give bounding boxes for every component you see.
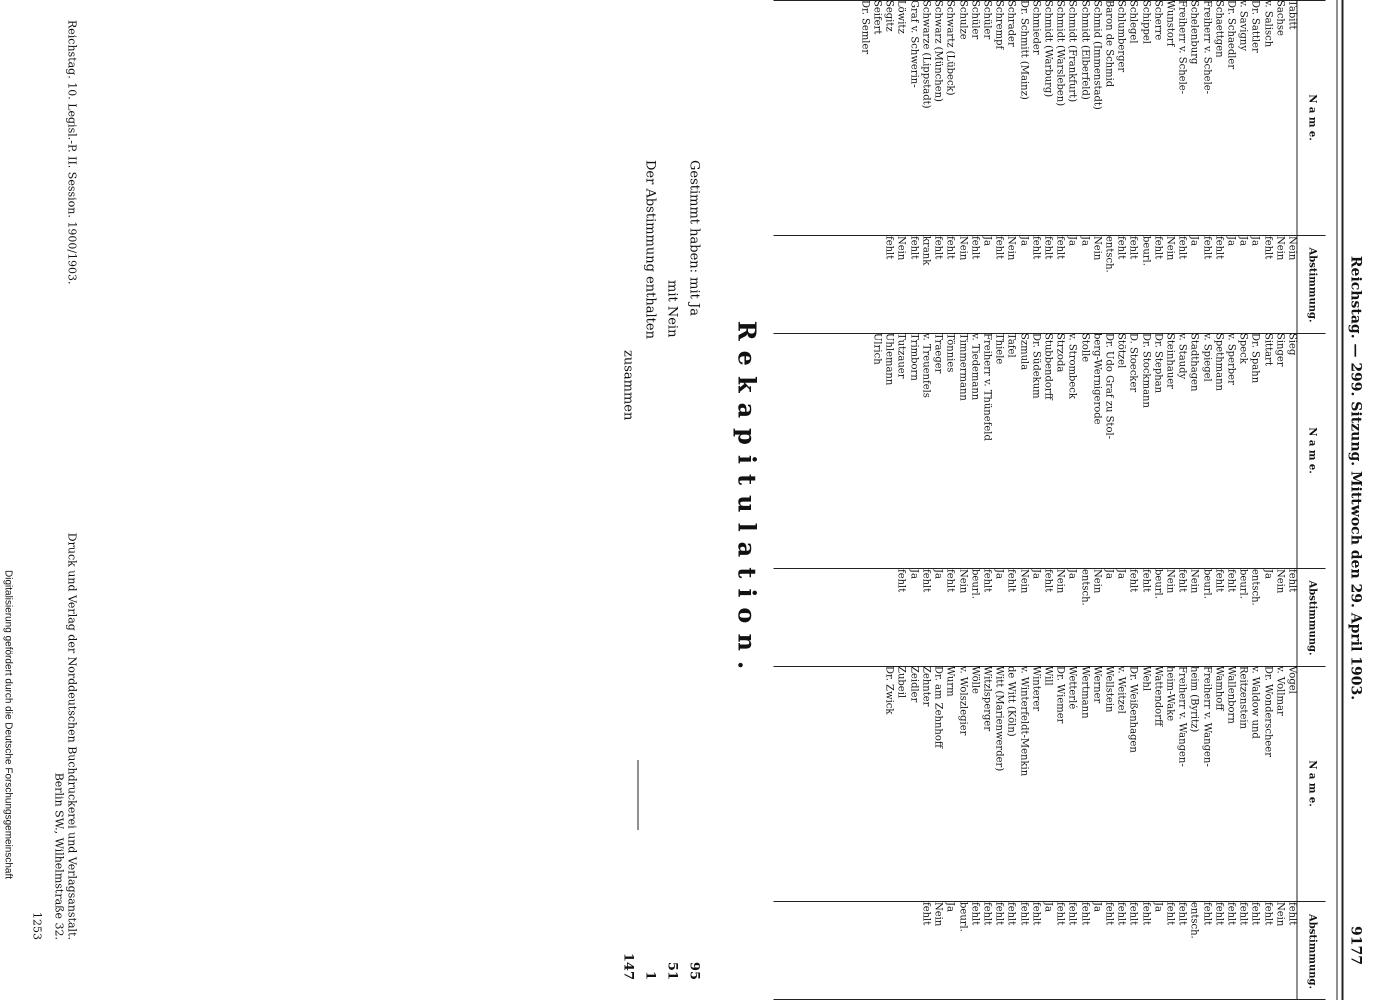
- member-vote: Nein: [1017, 569, 1029, 594]
- member-vote: fehlt: [1005, 902, 1017, 926]
- member-name: Dr. Stockmann: [1139, 333, 1151, 408]
- member-name: Ulrich: [871, 333, 883, 365]
- member-vote: fehlt: [1286, 902, 1297, 926]
- member-name: Sittart: [1261, 333, 1273, 366]
- member-name: Schmidt (Warburg): [1041, 0, 1053, 98]
- vote-header-1: Abstimmung.: [1296, 236, 1325, 334]
- member-name: Stubbendorff: [1041, 333, 1053, 400]
- member-name: Schaettgen: [1212, 0, 1224, 58]
- member-vote: Ja: [932, 569, 944, 579]
- member-name: v. Staudy: [1176, 333, 1188, 380]
- member-vote: fehlt: [1200, 236, 1212, 260]
- member-vote: Nein: [1090, 569, 1102, 594]
- member-vote: Nein: [1273, 236, 1285, 261]
- recap-line-zusammen: [615, 160, 635, 980]
- member-vote: Ja: [1066, 236, 1078, 246]
- member-vote: fehlt: [1005, 569, 1017, 593]
- member-name: Seifert: [871, 0, 883, 35]
- member-name: v. Savigny: [1237, 0, 1249, 51]
- member-name: Trimborn: [907, 333, 919, 381]
- member-name: Schüler: [968, 0, 980, 40]
- member-vote: fehlt: [980, 902, 992, 926]
- name-list-2: [870, 333, 1297, 568]
- member-vote: Nein: [1054, 569, 1066, 594]
- member-name: Dr. Weißenhagen: [1127, 666, 1139, 753]
- member-name: v. Sperber: [1224, 333, 1236, 385]
- member-vote: fehlt: [1127, 236, 1139, 260]
- member-name: Schmieder: [1029, 0, 1041, 55]
- header-title: Reichstag. — 299. Sitzung. Mittwoch den 29. April 1903.: [1347, 255, 1363, 701]
- member-vote: fehlt: [993, 902, 1005, 926]
- member-vote: Ja: [993, 569, 1005, 579]
- member-name: Freiherr v. Wangen-: [1176, 666, 1188, 767]
- member-name: Speck: [1237, 333, 1249, 364]
- vote-group-1: [773, 0, 1325, 333]
- member-name: heim-Wake: [1163, 666, 1175, 722]
- member-vote: Nein: [895, 236, 907, 261]
- vote-list-1: [882, 236, 1297, 334]
- member-vote: beurl.: [1139, 236, 1151, 266]
- member-vote: Nein: [956, 236, 968, 261]
- member-name: v. Wolszlegier: [956, 666, 968, 736]
- member-vote: fehlt: [968, 902, 980, 926]
- member-name: Wallenborn: [1224, 666, 1236, 724]
- member-vote: fehlt: [993, 236, 1005, 260]
- member-name: Will: [1041, 666, 1053, 686]
- member-name: Dr. Stephan: [1151, 333, 1163, 394]
- member-name: Wunstorf: [1163, 0, 1175, 47]
- member-vote: fehlt: [1029, 236, 1041, 260]
- member-name: Schwartz (Lübeck): [944, 0, 956, 96]
- member-vote: Nein: [1005, 236, 1017, 261]
- member-name: v. Weitzel: [1115, 666, 1127, 714]
- member-name: heim (Byritz): [1188, 666, 1200, 733]
- member-vote: fehlt: [1054, 236, 1066, 260]
- member-name: Stadthagen: [1188, 333, 1200, 392]
- member-name: Schmidt (Warsleben): [1054, 0, 1066, 107]
- vote-column-3: [773, 901, 1325, 1000]
- member-name: Spethmann: [1212, 333, 1224, 391]
- member-name: Schmidt (Frankfurt): [1066, 0, 1078, 103]
- member-vote: fehlt: [1200, 902, 1212, 926]
- member-name: v. Waldow und: [1249, 666, 1261, 739]
- member-vote: fehlt: [895, 569, 907, 593]
- member-name: Schüler: [980, 0, 992, 40]
- member-vote: fehlt: [1115, 902, 1127, 926]
- member-name: v. Strombeck: [1066, 333, 1078, 399]
- member-name: Dr. Semler: [858, 0, 870, 55]
- member-vote: Nein: [1273, 569, 1285, 594]
- member-name: Dr. Wonderscheer: [1261, 666, 1273, 758]
- vote-table: [773, 0, 1325, 1000]
- member-vote: beurl.: [1237, 569, 1249, 599]
- recap-value-nein: 51: [664, 961, 679, 980]
- header-page-number: 9177: [1347, 926, 1363, 965]
- vote-group-2: [773, 333, 1325, 666]
- recap-label-zusammen: zusammen: [620, 350, 635, 421]
- member-vote: Ja: [1090, 902, 1102, 912]
- member-vote: Ja: [1151, 902, 1163, 912]
- member-vote: fehlt: [1139, 569, 1151, 593]
- member-name: Zeidler: [907, 666, 919, 703]
- footer-printer-line-1: Druck und Verlag der Norddeutschen Buchdruckerei und Verlagsanstalt.: [65, 532, 78, 940]
- member-name: v. Treuenfels: [919, 333, 931, 398]
- member-name: Dr. Udo Graf zu Stol-: [1102, 333, 1114, 440]
- vote-list-2: [894, 569, 1297, 667]
- member-name: Schmidt (Elberfeld): [1078, 0, 1090, 100]
- member-name: Schlumberger: [1115, 0, 1127, 73]
- member-vote: fehlt: [1212, 569, 1224, 593]
- recap-title: Rekapitulation.: [732, 320, 761, 680]
- member-vote: Nein: [1163, 236, 1175, 261]
- member-vote: fehlt: [980, 569, 992, 593]
- member-vote: Ja: [1066, 569, 1078, 579]
- member-name: Dr. Sattler: [1249, 0, 1261, 53]
- member-vote: fehlt: [1163, 902, 1175, 926]
- member-name: Winterer: [1029, 666, 1041, 712]
- member-name: Schwarz (München): [932, 0, 944, 102]
- member-vote: Ja: [1017, 236, 1029, 246]
- vote-column-1: [773, 235, 1325, 334]
- member-name: Stötzel: [1115, 333, 1127, 369]
- name-header-1: N a m e.: [1296, 0, 1325, 235]
- member-name: Schlegel: [1127, 0, 1139, 44]
- member-vote: fehlt: [1078, 902, 1090, 926]
- member-vote: beurl.: [968, 569, 980, 599]
- member-name: Wölle: [968, 666, 980, 694]
- vote-column-2: [773, 568, 1325, 667]
- name-column-2: [773, 333, 1325, 568]
- member-vote: Nein: [1188, 569, 1200, 594]
- vote-group-3: [773, 666, 1325, 1000]
- recap-label-ja: Gestimmt haben: mit Ja: [686, 160, 701, 316]
- member-vote: entsch.: [1249, 569, 1261, 606]
- member-vote: fehlt: [919, 902, 931, 926]
- member-vote: fehlt: [1151, 236, 1163, 260]
- name-list-1: [858, 0, 1297, 235]
- name-header-3: N a m e.: [1296, 666, 1325, 901]
- member-name: Sieg: [1286, 333, 1297, 356]
- page-header: [1341, 30, 1369, 965]
- member-name: v. Salisch: [1261, 0, 1273, 48]
- member-name: Uhlemann: [883, 333, 895, 386]
- member-name: Freiherr v. Thünefeld: [980, 333, 992, 441]
- member-name: v. Spiegel: [1200, 333, 1212, 382]
- member-vote: Ja: [907, 569, 919, 579]
- member-name: Strzoda: [1054, 333, 1066, 373]
- member-name: Stolle: [1078, 333, 1090, 363]
- member-vote: Nein: [1163, 569, 1175, 594]
- member-vote: krank: [919, 236, 931, 266]
- member-vote: beurl.: [1200, 569, 1212, 599]
- vote-header-2: Abstimmung.: [1296, 569, 1325, 667]
- member-vote: fehlt: [1224, 902, 1236, 926]
- vote-header-3: Abstimmung.: [1296, 902, 1325, 1000]
- name-column-1: [773, 0, 1325, 235]
- member-name: Dr. Südekum: [1029, 333, 1041, 399]
- member-vote: fehlt: [932, 236, 944, 260]
- member-vote: Nein: [1090, 236, 1102, 261]
- member-vote: entsch.: [1188, 902, 1200, 939]
- member-name: Tutzauer: [895, 333, 907, 379]
- name-list-3: [882, 666, 1297, 901]
- member-name: Dr. am Zehnhoff: [932, 666, 944, 748]
- recap-label-nein: mit Nein: [664, 280, 679, 338]
- member-name: Freiherr v. Wangen-: [1200, 666, 1212, 767]
- member-name: Reitzenstein: [1237, 666, 1249, 729]
- member-name: Vogel: [1286, 666, 1297, 694]
- member-name: Singer: [1273, 333, 1285, 367]
- member-name: Schwarze (Lippstadt): [919, 0, 931, 109]
- member-vote: Ja: [1102, 569, 1114, 579]
- member-vote: Nein: [956, 569, 968, 594]
- member-name: Zehnter: [919, 666, 931, 707]
- recapitulation: [431, 0, 771, 1000]
- recap-value-zusammen: 147: [620, 952, 635, 980]
- footer-page-number: 1253: [30, 912, 43, 940]
- member-name: v. Winterfeldt-Menkin: [1017, 666, 1029, 777]
- member-name: Wurm: [944, 666, 956, 697]
- member-name: Wertmann: [1078, 666, 1090, 719]
- member-name: Schulze: [956, 0, 968, 40]
- recap-value-enthalten: 1: [642, 970, 657, 980]
- member-vote: fehlt: [1017, 902, 1029, 926]
- member-name: Timmermann: [956, 333, 968, 401]
- member-vote: Ja: [1115, 569, 1127, 579]
- member-name: Sachse: [1273, 0, 1285, 36]
- member-vote: fehlt: [1139, 902, 1151, 926]
- member-name: Tafel: [1005, 333, 1017, 358]
- name-column-3: [773, 666, 1325, 901]
- member-vote: fehlt: [1286, 569, 1297, 593]
- member-name: Dr. Zwick: [883, 666, 895, 715]
- recap-line-nein: [659, 160, 679, 980]
- member-name: Thiele: [993, 333, 1005, 365]
- member-name: Baron de Schmid: [1102, 0, 1114, 88]
- member-vote: Ja: [1029, 569, 1041, 579]
- member-name: de Witt (Köln): [1005, 666, 1017, 737]
- member-name: Witt (Marienwerder): [993, 666, 1005, 772]
- member-name: Dr. Schaedler: [1224, 0, 1236, 70]
- member-name: berg-Wernigerode: [1090, 333, 1102, 425]
- member-vote: entsch.: [1078, 569, 1090, 606]
- recap-value-ja: 95: [686, 961, 701, 980]
- member-vote: Ja: [1188, 236, 1200, 246]
- recap-label-enthalten: Der Abstimmung enthalten: [642, 160, 657, 339]
- member-name: Tönnies: [944, 333, 956, 373]
- member-name: Dr. Schmitt (Mainz): [1017, 0, 1029, 100]
- footer-legislature: Reichstag. 10. Legisl.-P. II. Session. 1900/1903.: [65, 20, 78, 285]
- member-vote: fehlt: [907, 236, 919, 260]
- member-vote: Ja: [1078, 236, 1090, 246]
- member-vote: Ja: [1237, 236, 1249, 246]
- member-vote: Ja: [944, 902, 956, 912]
- member-vote: fehlt: [1041, 569, 1053, 593]
- member-vote: fehlt: [944, 236, 956, 260]
- member-name: Schippel: [1139, 0, 1151, 45]
- member-name: Wetterlé: [1066, 666, 1078, 710]
- member-name: v. Vollmar: [1273, 666, 1285, 716]
- member-vote: beurl.: [1151, 569, 1163, 599]
- member-vote: Ja: [1261, 569, 1273, 579]
- member-name: Wehl: [1139, 666, 1151, 692]
- member-name: Schelenburg: [1188, 0, 1200, 65]
- member-name: Segitz: [883, 0, 895, 32]
- member-vote: fehlt: [968, 236, 980, 260]
- member-name: Dr. Wiemer: [1054, 666, 1066, 724]
- member-vote: fehlt: [1237, 902, 1249, 926]
- member-name: Wattendorff: [1151, 666, 1163, 727]
- member-vote: fehlt: [1176, 569, 1188, 593]
- member-name: Steinhauer: [1163, 333, 1175, 389]
- member-vote: fehlt: [1212, 236, 1224, 260]
- member-name: Freiherr v. Schele-: [1200, 0, 1212, 95]
- member-name: Scherre: [1151, 0, 1163, 41]
- member-name: Löwitz: [895, 0, 907, 34]
- member-vote: Ja: [1224, 236, 1236, 246]
- member-vote: Nein: [1286, 236, 1297, 261]
- member-vote: fehlt: [1041, 236, 1053, 260]
- member-name: Witzlsperger: [980, 666, 992, 732]
- member-vote: Ja: [980, 236, 992, 246]
- member-vote: fehlt: [1249, 902, 1261, 926]
- member-name: Wamhoff: [1212, 666, 1224, 711]
- member-name: Dr. Spahn: [1249, 333, 1261, 384]
- name-header-2: N a m e.: [1296, 333, 1325, 568]
- member-vote: fehlt: [1224, 569, 1236, 593]
- recap-line-ja: [681, 160, 701, 980]
- member-vote: Ja: [1041, 902, 1053, 912]
- member-vote: beurl.: [956, 902, 968, 932]
- header-rule: [1336, 0, 1343, 1000]
- member-vote: fehlt: [1102, 902, 1114, 926]
- member-name: Tabitt: [1286, 0, 1297, 30]
- vote-list-3: [919, 902, 1297, 1000]
- member-name: Schmid (Immenstadt): [1090, 0, 1102, 110]
- member-name: Werner: [1090, 666, 1102, 704]
- recap-sum-rule: [637, 760, 638, 830]
- recap-line-enthalten: [637, 160, 657, 980]
- member-name: Freiherr v. Schele-: [1176, 0, 1188, 95]
- member-vote: fehlt: [1176, 902, 1188, 926]
- member-vote: fehlt: [1261, 902, 1273, 926]
- member-vote: fehlt: [1127, 902, 1139, 926]
- member-vote: fehlt: [1066, 902, 1078, 926]
- member-vote: fehlt: [919, 569, 931, 593]
- member-vote: fehlt: [1115, 236, 1127, 260]
- member-vote: fehlt: [944, 569, 956, 593]
- footer-printer: [52, 420, 78, 940]
- member-vote: Ja: [1249, 236, 1261, 246]
- member-name: D. Stoecker: [1127, 333, 1139, 393]
- member-vote: fehlt: [1261, 236, 1273, 260]
- member-vote: fehlt: [1054, 902, 1066, 926]
- member-name: Graf v. Schwerin-: [907, 0, 919, 88]
- member-vote: fehlt: [883, 236, 895, 260]
- member-name: Zubeil: [895, 666, 907, 699]
- member-vote: Nein: [1273, 902, 1285, 927]
- member-name: Schrempf: [993, 0, 1005, 50]
- member-vote: fehlt: [1212, 902, 1224, 926]
- member-name: Wellstein: [1102, 666, 1114, 713]
- member-vote: entsch.: [1102, 236, 1114, 273]
- member-name: Schrader: [1005, 0, 1017, 47]
- footer-printer-line-2: Berlin SW., Wilhelmstraße 32.: [52, 772, 65, 940]
- member-vote: fehlt: [1176, 236, 1188, 260]
- member-name: v. Tiedemann: [968, 333, 980, 401]
- member-vote: Nein: [932, 902, 944, 927]
- member-name: Szmula: [1017, 333, 1029, 371]
- member-vote: fehlt: [1127, 569, 1139, 593]
- member-vote: fehlt: [1029, 902, 1041, 926]
- member-name: Traeger: [932, 333, 944, 374]
- digitization-note: Digitalisierung gefördert durch die Deutsche Forschungsgemeinschaft: [2, 570, 13, 880]
